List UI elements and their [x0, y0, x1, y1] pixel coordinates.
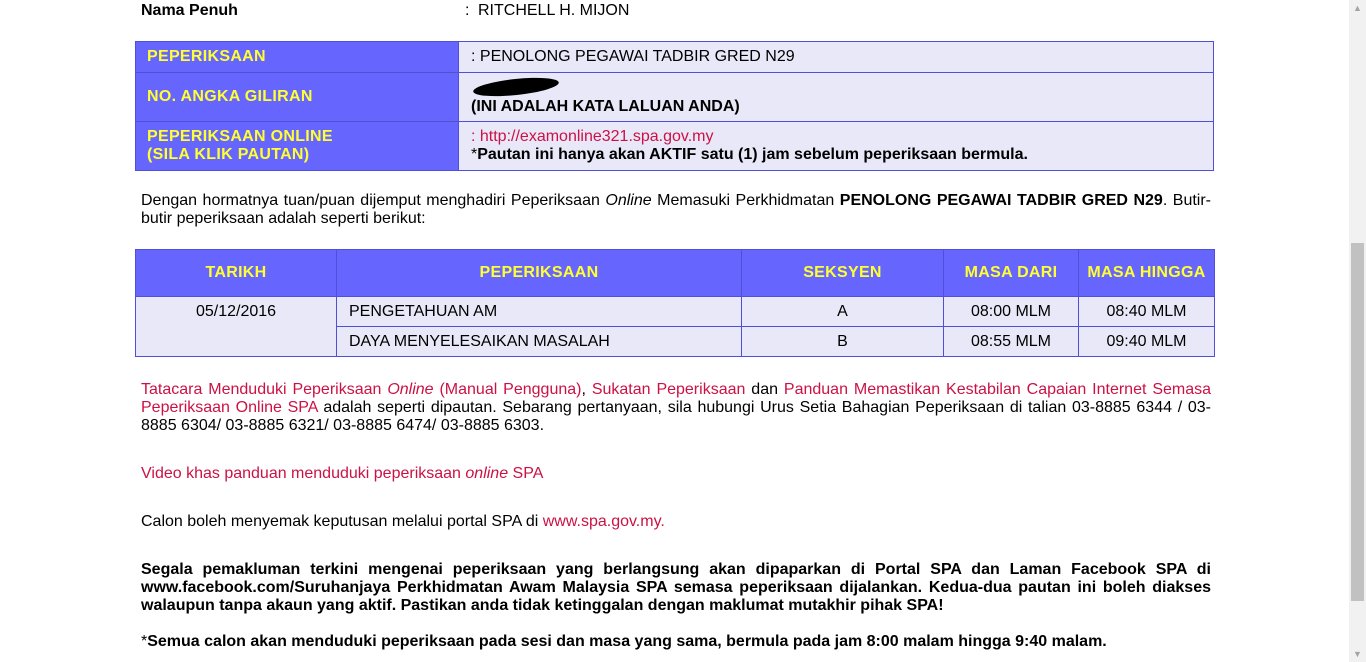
internet-guide-link[interactable]: Panduan Memastikan Kestabilan Capaian Internet Semasa Peperiksaan Online SPA — [141, 381, 1212, 416]
name-colon: : — [465, 2, 470, 19]
exam-value: : PENOLONG PEGAWAI TADBIR GRED N29 — [459, 42, 1214, 73]
exam-section: B — [742, 327, 944, 357]
time-to: 09:40 MLM — [1079, 327, 1215, 357]
online-link-note: Pautan ini hanya akan AKTIF satu (1) jam sebelum peperiksaan bermula. — [477, 146, 1028, 163]
number-value-cell — [459, 73, 1214, 122]
table-row — [136, 297, 1215, 327]
contact-text: adalah seperti dipautan. Sebarang pertanyaan, sila hubungi Urus Setia Bahagian Peperiksaan di talian 03-8885 6344 / 03-8885 6304/ 03-8885 6321/ 03-8885 6474/ 03-8885 6303. — [141, 399, 1212, 434]
manual-link[interactable]: Tatacara Menduduki Peperiksaan Online (Manual Pengguna) — [141, 381, 582, 398]
intro-italic: Online — [605, 192, 652, 209]
intro-text-3: . Butir-butir peperiksaan adalah seperti berikut: — [141, 192, 1211, 227]
redacted-number — [472, 74, 559, 99]
video-line — [141, 465, 1211, 483]
note-star: * — [471, 146, 478, 163]
links-paragraph — [141, 381, 1211, 435]
online-label — [136, 122, 459, 171]
facebook-notice: Segala pemakluman terkini mengenai peperiksaan yang berlangsung akan dipaparkan di Portal SPA dan Laman Facebook SPA di www.facebook.com/Suruhanjaya Perkhidmatan Awam Malaysia SPA semasa peperiksaan dijalankan. Kedua-dua pautan ini boleh diakses walaupun tanpa akaun yang aktif. Pastikan anda tidak ketinggalan dengan maklumat mutakhir pihak SPA! — [141, 561, 1211, 614]
results-text: Calon boleh menyemak keputusan melalui portal SPA di — [141, 513, 543, 530]
scroll-down-arrow-icon[interactable]: ▼ — [1353, 649, 1362, 659]
online-row — [136, 122, 1214, 171]
exam-name: DAYA MENYELESAIKAN MASALAH — [337, 327, 742, 357]
online-colon: : — [471, 128, 480, 145]
online-label-line2: (SILA KLIK PAUTAN) — [147, 146, 310, 163]
schedule-header-row — [136, 250, 1215, 297]
name-label: Nama Penuh — [141, 2, 238, 19]
col-date: TARIKH — [136, 250, 337, 297]
intro-text-2: Memasuki Perkhidmatan — [651, 192, 840, 209]
intro-text-1: Dengan hormatnya tuan/puan dijemput menghadiri Peperiksaan — [141, 192, 606, 209]
online-value-cell — [459, 122, 1214, 171]
comma-text: , — [581, 381, 592, 398]
scrollbar-thumb[interactable] — [1351, 243, 1364, 601]
results-line — [141, 513, 1211, 531]
and-text: dan — [745, 381, 784, 398]
time-from: 08:55 MLM — [944, 327, 1079, 357]
video-guide-link[interactable]: Video khas panduan menduduki peperiksaan online SPA — [141, 465, 544, 482]
exam-row — [136, 42, 1214, 73]
syllabus-link[interactable]: Sukatan Peperiksaan — [591, 381, 746, 398]
number-label: NO. ANGKA GILIRAN — [136, 73, 459, 122]
col-section: SEKSYEN — [742, 250, 944, 297]
exam-section: A — [742, 297, 944, 327]
password-note: (INI ADALAH KATA LALUAN ANDA) — [471, 98, 740, 115]
footnote-text: Semua calon akan menduduki peperiksaan pada sesi dan masa yang sama, bermula pada jam 8:00 malam hingga 9:40 malam. — [147, 633, 1107, 650]
scroll-up-arrow-icon[interactable]: ▲ — [1353, 3, 1362, 13]
results-end: . — [660, 513, 665, 530]
col-time-from: MASA DARI — [944, 250, 1079, 297]
exam-label: PEPERIKSAAN — [136, 42, 459, 73]
exam-online-link[interactable]: http://examonline321.spa.gov.my — [479, 128, 714, 145]
time-to: 08:40 MLM — [1079, 297, 1215, 327]
schedule-table — [135, 249, 1215, 357]
footnote-star: * — [141, 633, 148, 650]
intro-paragraph — [141, 192, 1211, 228]
vertical-scrollbar[interactable] — [1349, 0, 1366, 662]
session-footnote — [141, 633, 1211, 651]
col-exam: PEPERIKSAAN — [337, 250, 742, 297]
spa-portal-link[interactable]: www.spa.gov.my — [542, 513, 661, 530]
exam-info-table — [135, 41, 1214, 171]
time-from: 08:00 MLM — [944, 297, 1079, 327]
exam-name: PENGETAHUAN AM — [337, 297, 742, 327]
online-label-line1: PEPERIKSAAN ONLINE — [147, 128, 333, 145]
exam-date: 05/12/2016 — [136, 297, 337, 357]
col-time-to: MASA HINGGA — [1079, 250, 1215, 297]
name-value: RITCHELL H. MIJON — [478, 2, 630, 19]
intro-position: PENOLONG PEGAWAI TADBIR GRED N29 — [839, 192, 1163, 209]
number-row — [136, 73, 1214, 122]
